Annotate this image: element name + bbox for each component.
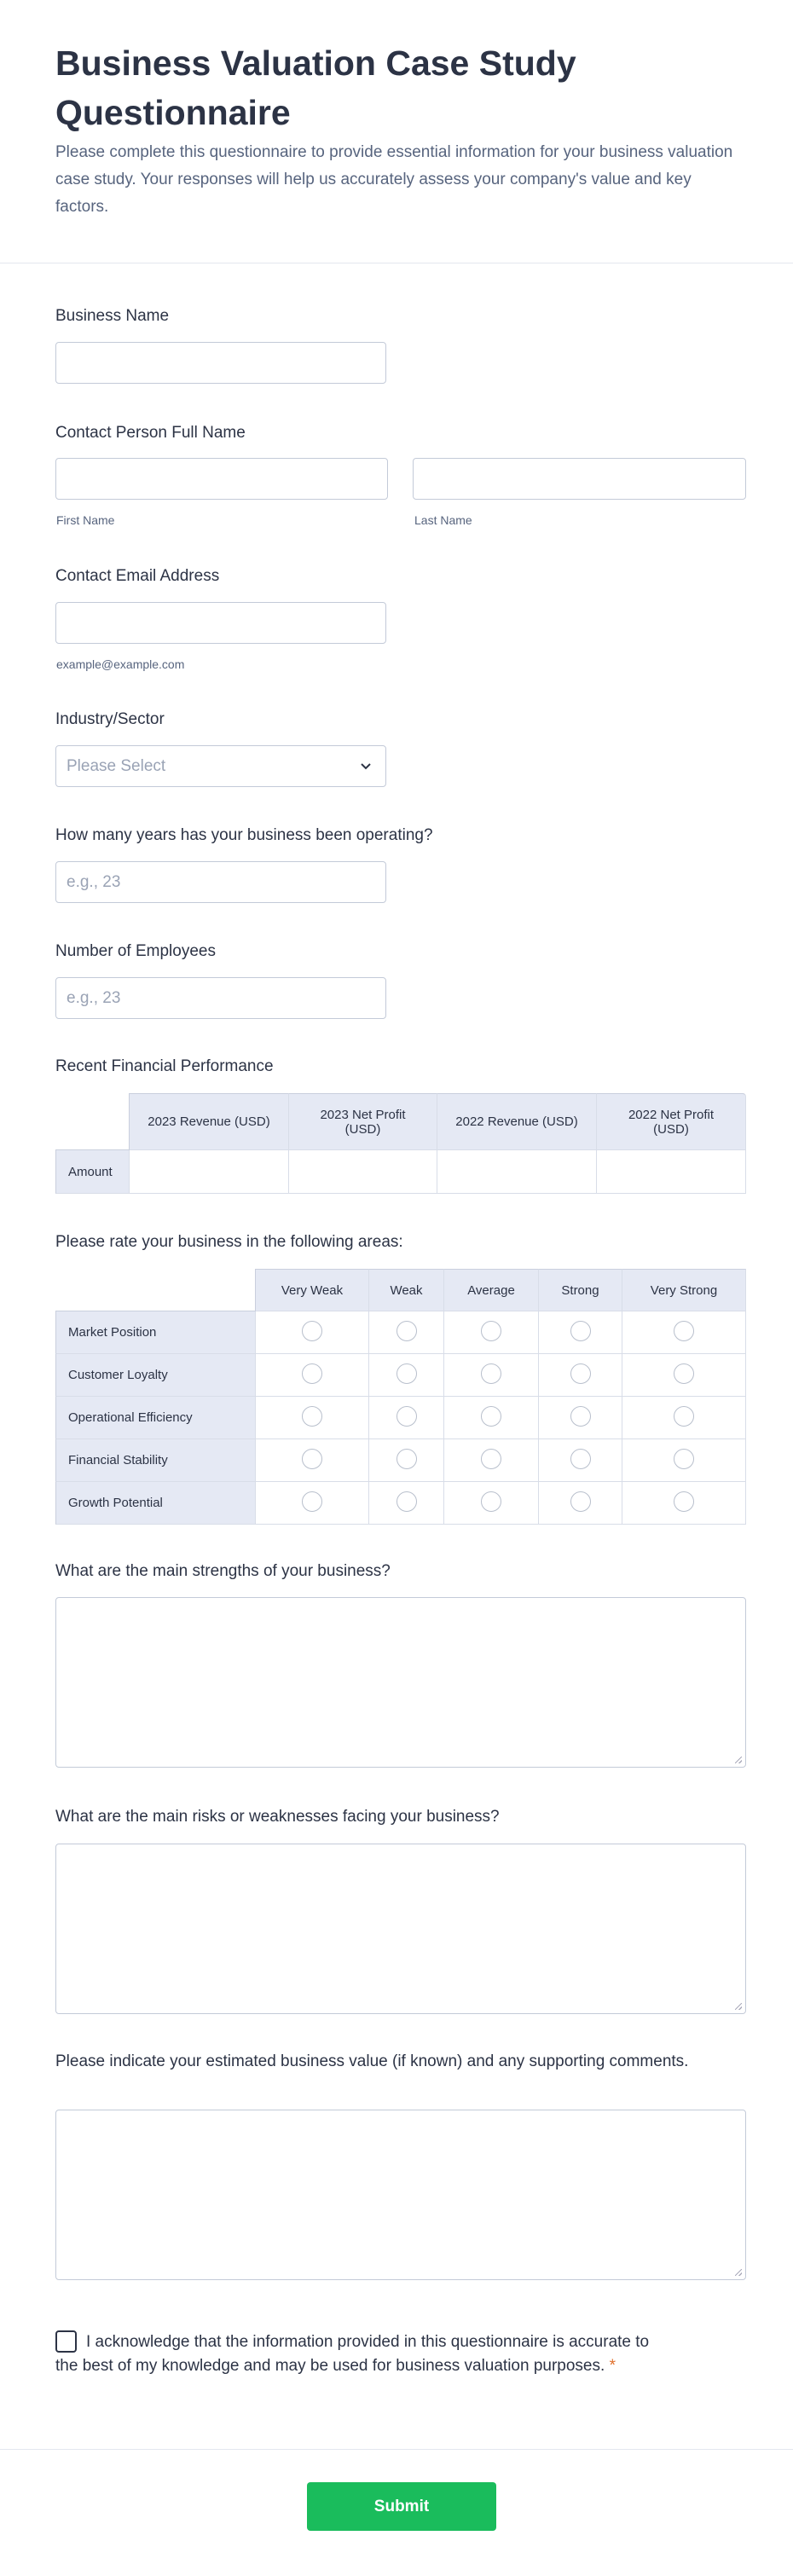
footer-divider — [0, 2449, 793, 2450]
employees-label: Number of Employees — [55, 942, 216, 960]
row-header: Operational Efficiency — [55, 1397, 256, 1439]
rating-cell — [444, 1439, 539, 1482]
column-header: Very Weak — [256, 1269, 369, 1311]
years-label: How many years has your business been operating? — [55, 826, 433, 844]
rating-cell — [369, 1482, 444, 1525]
radio-button[interactable] — [396, 1406, 417, 1427]
radio-button[interactable] — [570, 1321, 591, 1341]
email-sublabel: example@example.com — [56, 657, 185, 671]
radio-button[interactable] — [396, 1491, 417, 1512]
radio-button[interactable] — [302, 1321, 322, 1341]
submit-button[interactable]: Submit — [307, 2482, 496, 2531]
rating-cell — [256, 1482, 369, 1525]
value-textarea[interactable] — [55, 2110, 746, 2280]
page-description: Please complete this questionnaire to provide essential information for your business valuation case study. Your responses will help us accurately assess your company's value and key factors. — [55, 143, 733, 216]
last-name-sublabel: Last Name — [414, 513, 472, 527]
rating-cell — [444, 1311, 539, 1354]
row-header: Amount — [55, 1150, 130, 1194]
row-header: Customer Loyalty — [55, 1354, 256, 1397]
email-label: Contact Email Address — [55, 567, 220, 585]
years-placeholder: e.g., 23 — [67, 872, 121, 891]
rating-cell — [622, 1397, 746, 1439]
rating-cell — [256, 1439, 369, 1482]
rating-cell — [539, 1354, 622, 1397]
rating-cell — [256, 1354, 369, 1397]
contact-name-label: Contact Person Full Name — [55, 424, 246, 442]
strengths-label: What are the main strengths of your business? — [55, 1562, 391, 1580]
rating-cell — [256, 1397, 369, 1439]
industry-label: Industry/Sector — [55, 710, 165, 728]
email-input[interactable] — [55, 602, 386, 644]
rating-cell — [369, 1397, 444, 1439]
radio-button[interactable] — [570, 1491, 591, 1512]
rating-cell — [539, 1439, 622, 1482]
radio-button[interactable] — [302, 1363, 322, 1384]
first-name-input[interactable] — [55, 458, 388, 500]
rating-cell — [369, 1439, 444, 1482]
amount-cell[interactable] — [289, 1150, 437, 1194]
required-asterisk: * — [609, 2357, 616, 2375]
rating-cell — [539, 1397, 622, 1439]
rating-row — [55, 1439, 746, 1482]
radio-button[interactable] — [302, 1449, 322, 1469]
resize-handle-icon[interactable] — [735, 1757, 742, 1763]
business-name-input[interactable] — [55, 342, 386, 384]
column-header: Strong — [539, 1269, 622, 1311]
risks-label: What are the main risks or weaknesses facing your business? — [55, 1808, 500, 1826]
rating-row — [55, 1311, 746, 1354]
value-label: Please indicate your estimated business value (if known) and any supporting comments. — [55, 2052, 689, 2070]
radio-button[interactable] — [674, 1449, 694, 1469]
radio-button[interactable] — [481, 1491, 501, 1512]
rating-cell — [539, 1482, 622, 1525]
radio-button[interactable] — [396, 1321, 417, 1341]
row-header: Market Position — [55, 1311, 256, 1354]
rating-matrix — [55, 1269, 746, 1525]
radio-button[interactable] — [674, 1363, 694, 1384]
amount-cell[interactable] — [597, 1150, 746, 1194]
rating-cell — [622, 1439, 746, 1482]
acknowledge-checkbox[interactable] — [55, 2330, 77, 2353]
industry-placeholder: Please Select — [67, 756, 166, 775]
chevron-down-icon — [358, 758, 373, 773]
employees-placeholder: e.g., 23 — [67, 988, 121, 1007]
rating-row — [55, 1397, 746, 1439]
rating-cell — [539, 1311, 622, 1354]
rating-cell — [622, 1482, 746, 1525]
rating-cell — [622, 1311, 746, 1354]
radio-button[interactable] — [396, 1449, 417, 1469]
column-header: 2022 Net Profit (USD) — [597, 1093, 746, 1150]
rating-cell — [256, 1311, 369, 1354]
rating-cell — [444, 1354, 539, 1397]
rating-cell — [369, 1311, 444, 1354]
resize-handle-icon[interactable] — [735, 2269, 742, 2276]
radio-button[interactable] — [481, 1406, 501, 1427]
acknowledge-text — [55, 2330, 652, 2378]
radio-button[interactable] — [302, 1406, 322, 1427]
strengths-textarea[interactable] — [55, 1597, 746, 1768]
radio-button[interactable] — [481, 1321, 501, 1341]
risks-textarea[interactable] — [55, 1844, 746, 2014]
resize-handle-icon[interactable] — [735, 2003, 742, 2010]
amount-cell[interactable] — [130, 1150, 289, 1194]
empty-corner — [55, 1093, 130, 1150]
rating-cell — [622, 1354, 746, 1397]
radio-button[interactable] — [481, 1449, 501, 1469]
rating-row — [55, 1354, 746, 1397]
row-header: Financial Stability — [55, 1439, 256, 1482]
rating-label: Please rate your business in the following areas: — [55, 1233, 403, 1251]
radio-button[interactable] — [396, 1363, 417, 1384]
industry-select[interactable] — [55, 745, 386, 787]
rating-cell — [444, 1482, 539, 1525]
radio-button[interactable] — [302, 1491, 322, 1512]
rating-cell — [369, 1354, 444, 1397]
first-name-sublabel: First Name — [56, 513, 115, 527]
employees-input[interactable] — [55, 977, 386, 1019]
years-input[interactable] — [55, 861, 386, 903]
column-header: 2022 Revenue (USD) — [437, 1093, 597, 1150]
column-header: Very Strong — [622, 1269, 746, 1311]
empty-corner — [55, 1269, 256, 1311]
financial-table — [55, 1093, 746, 1194]
radio-button[interactable] — [674, 1406, 694, 1427]
radio-button[interactable] — [570, 1406, 591, 1427]
radio-button[interactable] — [481, 1363, 501, 1384]
column-header: 2023 Revenue (USD) — [130, 1093, 289, 1150]
rating-cell — [444, 1397, 539, 1439]
acknowledge-label: I acknowledge that the information provided in this questionnaire is accurate to the best of my knowledge and may be used for business valuation purposes. — [55, 2333, 650, 2375]
column-header: Weak — [369, 1269, 444, 1311]
page-title: Business Valuation Case Study Questionnaire — [55, 43, 576, 132]
amount-cell[interactable] — [437, 1150, 597, 1194]
radio-button[interactable] — [570, 1363, 591, 1384]
last-name-input[interactable] — [413, 458, 746, 500]
radio-button[interactable] — [570, 1449, 591, 1469]
radio-button[interactable] — [674, 1321, 694, 1341]
column-header: Average — [444, 1269, 539, 1311]
column-header: 2023 Net Profit (USD) — [289, 1093, 437, 1150]
radio-button[interactable] — [674, 1491, 694, 1512]
rating-row — [55, 1482, 746, 1525]
row-header: Growth Potential — [55, 1482, 256, 1525]
business-name-label: Business Name — [55, 307, 170, 325]
financial-label: Recent Financial Performance — [55, 1057, 274, 1075]
